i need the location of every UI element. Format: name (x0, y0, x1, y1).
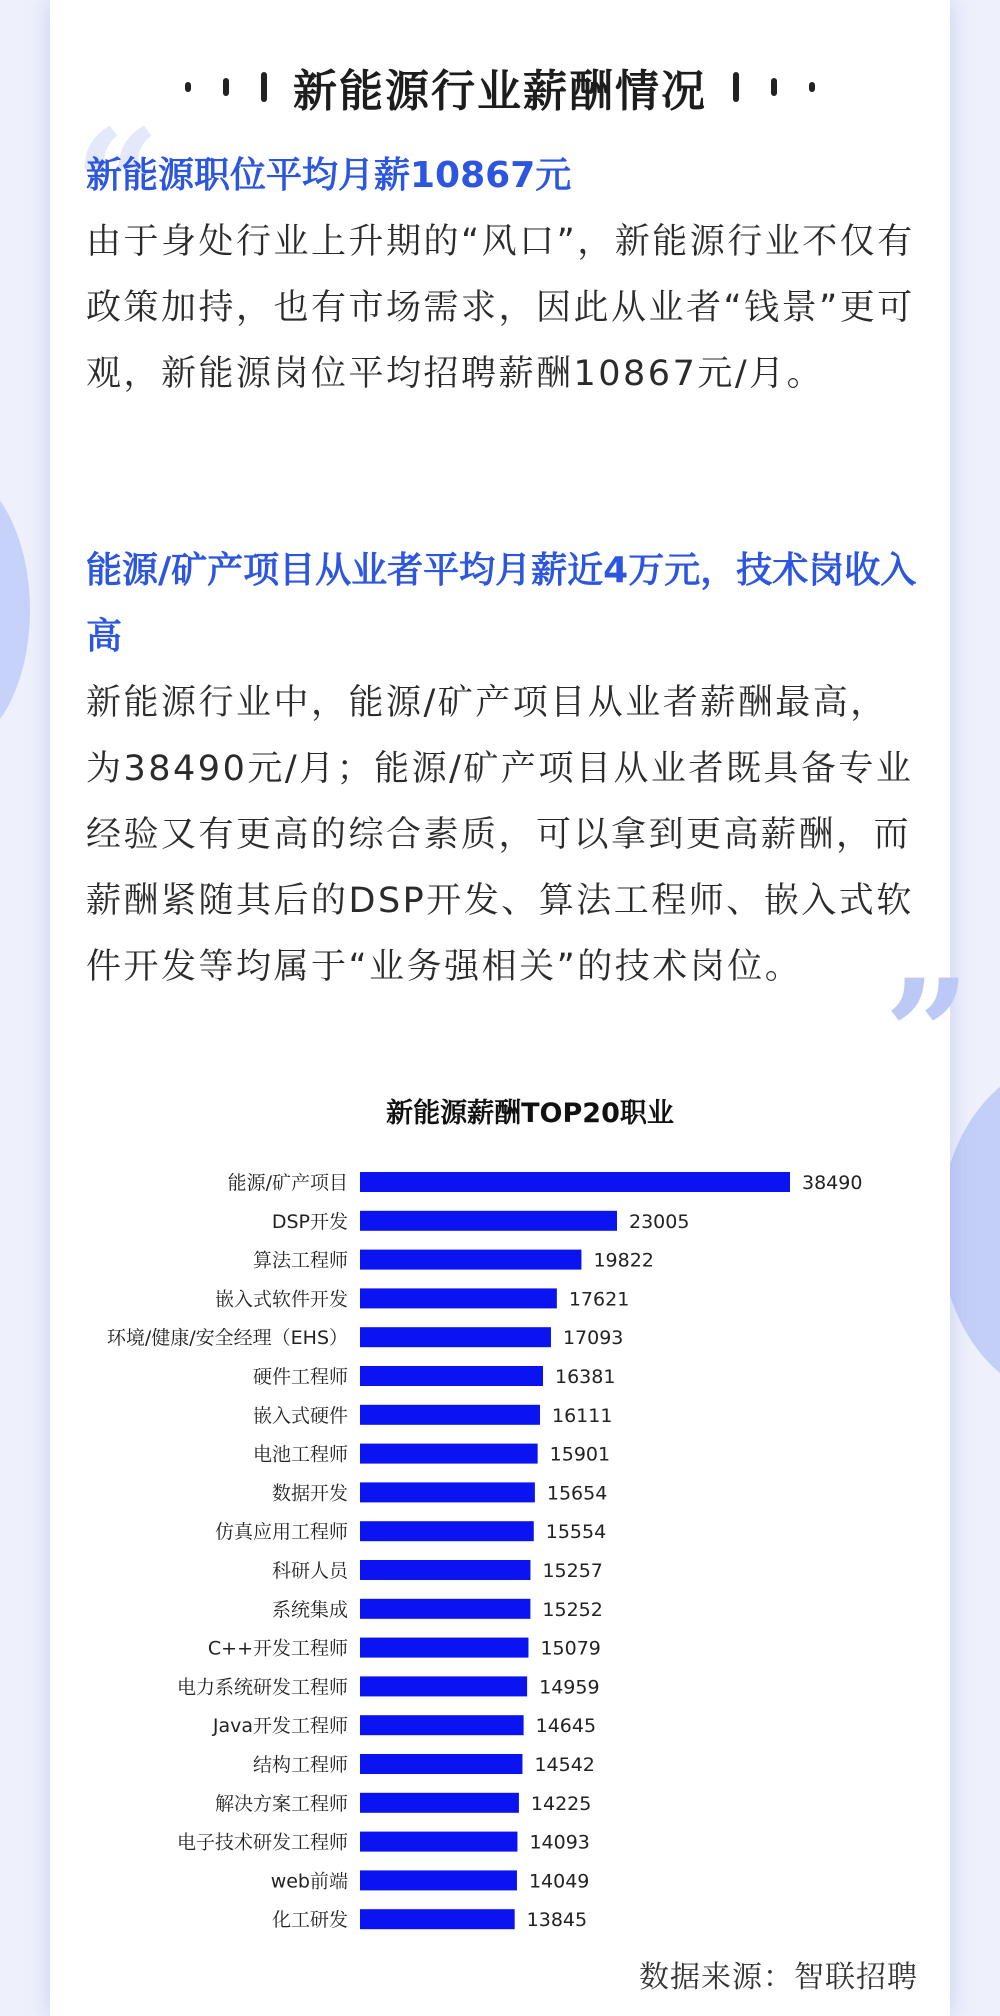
bar (360, 1172, 790, 1192)
bar (360, 1676, 527, 1696)
page-title: 新能源行业薪酬情况 (293, 66, 707, 117)
value-label: 15901 (549, 1443, 611, 1466)
bar (360, 1211, 617, 1231)
data-source: 数据来源：智联招聘 (639, 1960, 918, 1995)
value-label: 38490 (802, 1172, 863, 1194)
bar (360, 1521, 534, 1541)
section1-body: 由于身处行业上升期的“风口”，新能源行业不仅有政策加持，也有市场需求，因此从业者“钱景”更可观，新能源岗位平均招聘薪酬10867元/月。 (86, 222, 915, 394)
category-label: 结构工程师 (252, 1754, 348, 1776)
section1-heading: 新能源职位平均月薪10867元 (86, 155, 572, 196)
category-label: DSP开发 (271, 1210, 348, 1233)
section2-body: 新能源行业中，能源/矿产项目从业者薪酬最高，为38490元/月；能源/矿产项目从业者既具备专业经验又有更高的综合素质，可以拿到更高薪酬，而薪酬紧随其后的DSP开发、算法工程师、嵌入式软件开发等均属于“业务强相关”的技术岗位。 (86, 683, 914, 987)
value-label: 15257 (542, 1560, 603, 1582)
bar (360, 1444, 538, 1464)
category-label: Java开发工程师 (212, 1715, 348, 1738)
category-label: 硬件工程师 (252, 1366, 348, 1388)
bar (360, 1482, 535, 1502)
category-label: 环境/健康/安全经理（EHS） (106, 1327, 348, 1350)
bar (360, 1715, 524, 1735)
bar (360, 1327, 551, 1347)
category-label: 能源/矿产项目 (227, 1172, 348, 1194)
bar (360, 1909, 515, 1929)
chart-title: 新能源薪酬TOP20职业 (386, 1098, 674, 1129)
title-decoration-dash (771, 78, 777, 96)
bar (360, 1560, 530, 1580)
open-quote-icon: “ (74, 97, 161, 273)
value-label: 13845 (526, 1909, 588, 1932)
bar (360, 1793, 519, 1813)
bar (360, 1405, 540, 1425)
title-decoration-bar (733, 72, 739, 102)
title-decoration-dash (223, 78, 229, 96)
category-label: 电子技术研发工程师 (176, 1831, 348, 1854)
value-label: 17621 (568, 1288, 630, 1311)
title-row (50, 52, 950, 122)
title-decoration-dot (185, 82, 191, 92)
bar (360, 1288, 557, 1308)
value-label: 14225 (530, 1792, 592, 1815)
category-label: 数据开发 (271, 1482, 348, 1505)
category-label: 算法工程师 (252, 1249, 348, 1272)
bar (360, 1754, 522, 1774)
category-label: 解决方案工程师 (214, 1792, 348, 1815)
value-label: 14542 (534, 1754, 595, 1776)
bar (360, 1250, 581, 1270)
category-label: 仿真应用工程师 (214, 1521, 348, 1544)
value-label: 15079 (540, 1637, 601, 1660)
value-label: 14959 (539, 1676, 600, 1699)
value-label: 15252 (542, 1598, 603, 1621)
value-label: 15654 (546, 1482, 608, 1505)
category-label: 科研人员 (271, 1560, 348, 1582)
category-label: 电池工程师 (252, 1443, 348, 1466)
value-label: 19822 (593, 1249, 654, 1272)
category-label: 化工研发 (271, 1909, 348, 1932)
category-label: 电力系统研发工程师 (176, 1676, 348, 1699)
close-quote-icon: ” (884, 947, 971, 1123)
value-label: 14049 (528, 1870, 590, 1893)
bar (360, 1638, 528, 1658)
background-circle-left (0, 470, 30, 750)
bar (360, 1870, 517, 1890)
value-label: 16381 (555, 1366, 616, 1388)
section2-heading: 能源/矿产项目从业者平均月薪近4万元，技术岗收入高 (86, 550, 917, 657)
value-label: 14093 (529, 1831, 590, 1854)
title-decoration-bar (261, 72, 267, 102)
bar (360, 1599, 530, 1619)
category-label: 嵌入式硬件 (252, 1404, 348, 1427)
category-label: 系统集成 (271, 1598, 348, 1621)
bar (360, 1832, 517, 1852)
salary-bar-chart (50, 1090, 950, 1940)
category-label: C++开发工程师 (207, 1637, 348, 1660)
title-decoration-dot (809, 82, 815, 92)
category-label: 嵌入式软件开发 (214, 1288, 348, 1311)
value-label: 14645 (535, 1715, 597, 1738)
value-label: 15554 (545, 1521, 607, 1544)
value-label: 16111 (551, 1404, 613, 1427)
value-label: 17093 (562, 1327, 624, 1350)
bar (360, 1366, 543, 1386)
category-label: web前端 (270, 1870, 348, 1893)
value-label: 23005 (629, 1210, 690, 1233)
